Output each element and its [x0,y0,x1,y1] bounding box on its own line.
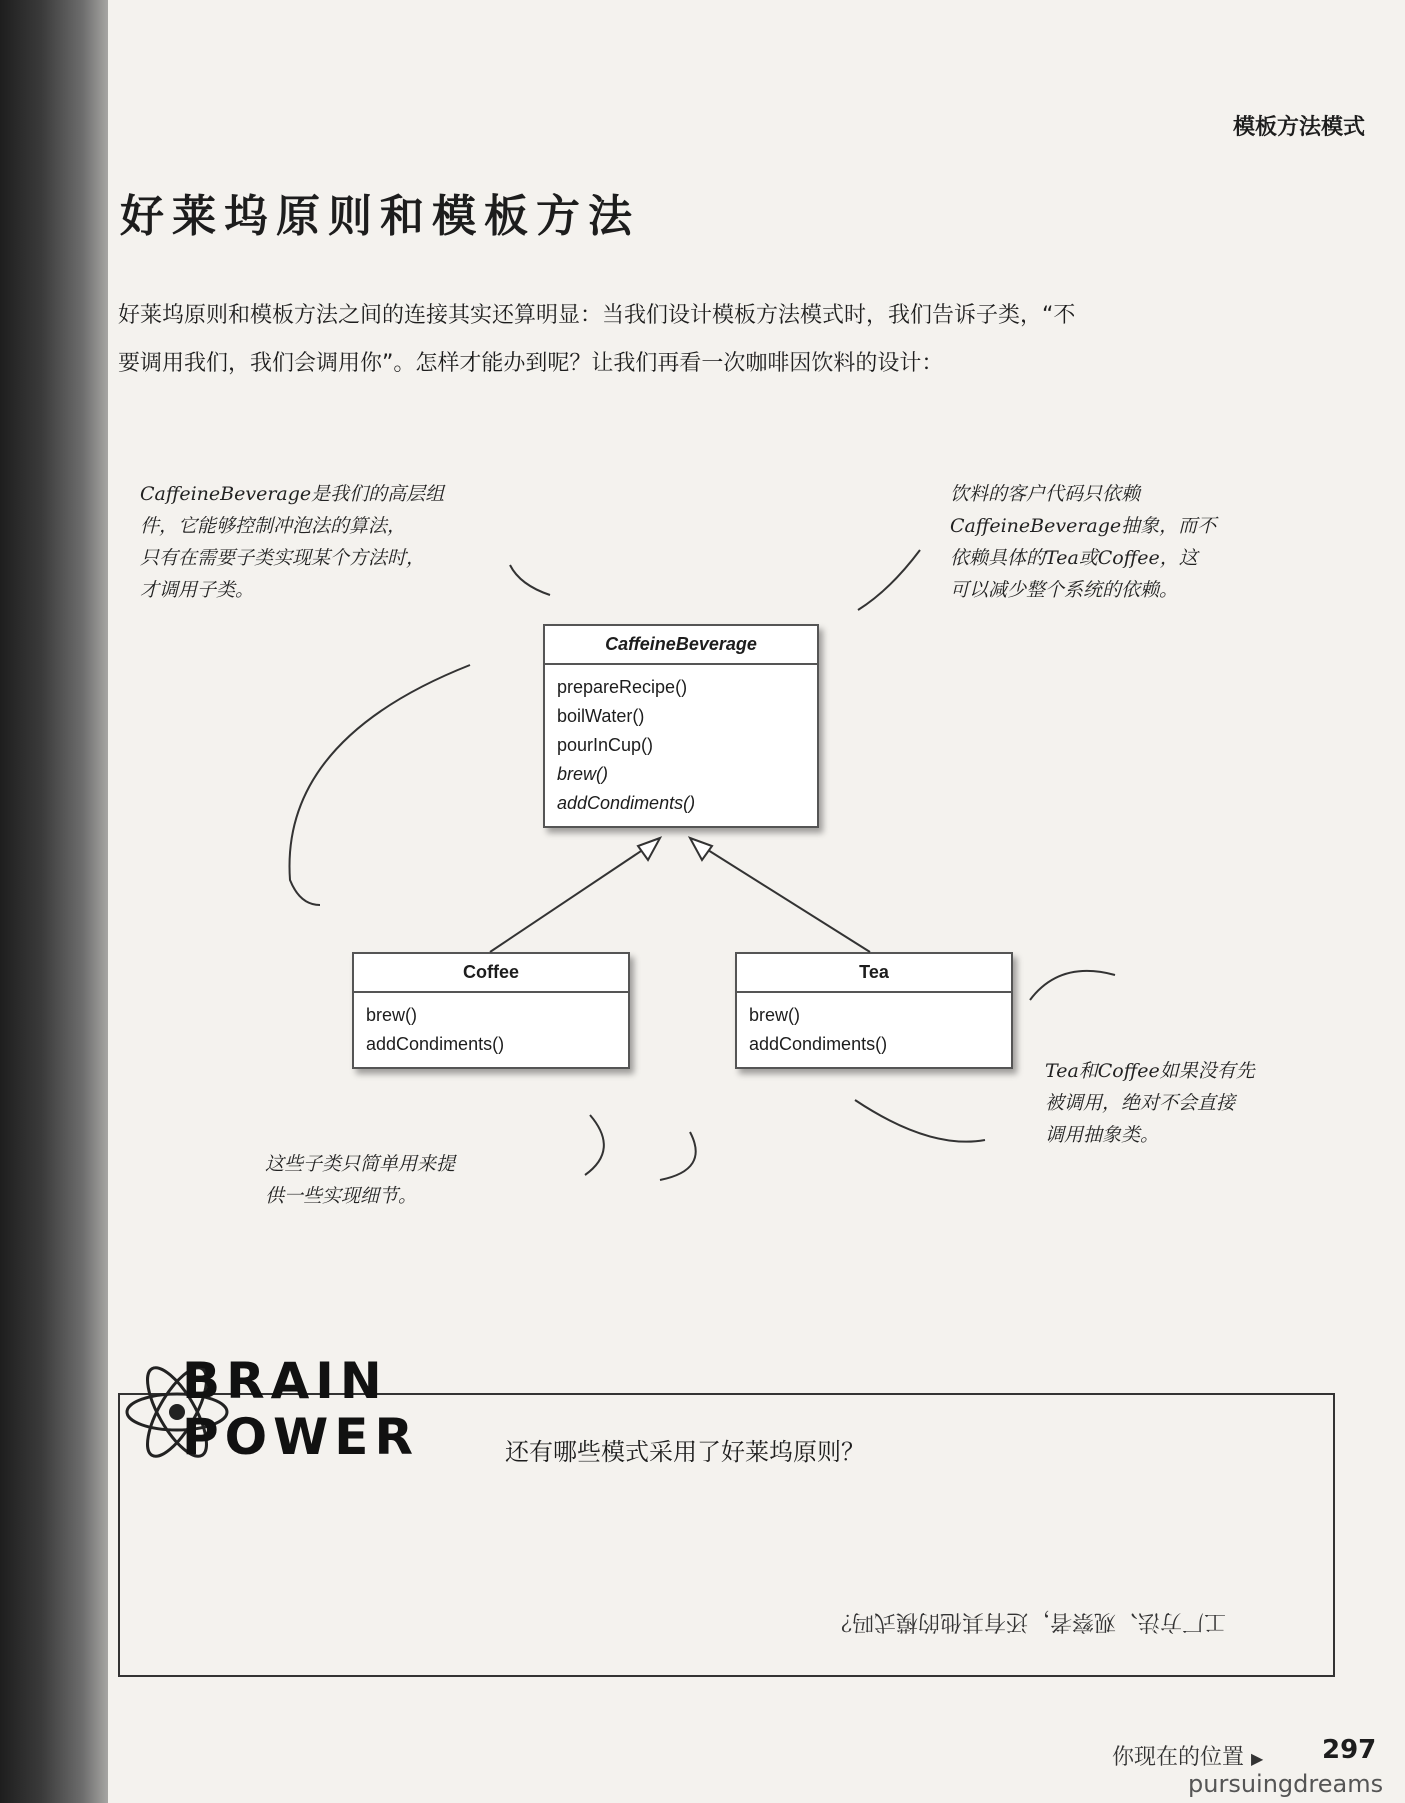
note-line: 才调用子类。 [140,579,255,601]
handwritten-arrow-icon [1030,971,1115,1000]
uml-method: brew() [366,1005,418,1025]
uml-class-name: Tea [737,954,1011,993]
inheritance-arrowhead-coffee [638,838,660,860]
brain-power-word-1: BRAIN [182,1352,388,1410]
section-header: 模板方法模式 [1232,115,1365,140]
uml-method: addCondiments() [366,1034,505,1054]
intro-line-1: 好莱坞原则和模板方法之间的连接其实还算明显：当我们设计模板方法模式时，我们告诉子类，“不 [118,303,1076,328]
handwritten-arrow-icon [290,665,471,905]
handwritten-arrow-icon [855,1100,985,1142]
uml-method: prepareRecipe() [557,677,688,697]
uml-class-name: Coffee [354,954,628,993]
note-line: CaffeineBeverage抽象，而不 [950,515,1217,537]
handwritten-arrow-icon [858,550,920,610]
handwritten-arrow-icon [510,565,550,595]
note-line: 饮料的客户代码只依赖 [950,483,1141,505]
brain-power-question: 还有哪些模式采用了好莱坞原则？ [505,1438,865,1466]
note-line: 被调用，绝对不会直接 [1045,1092,1236,1114]
uml-method: addCondiments() [749,1034,888,1054]
triangle-right-icon: ▶ [1251,1749,1264,1768]
footer-location-text: 你现在的位置 [1112,1745,1245,1770]
handwritten-arrow-icon [585,1115,604,1175]
note-line: 依赖具体的Tea或Coffee，这 [950,547,1198,569]
note-line: 这些子类只简单用来提 [265,1153,456,1175]
brain-power-word-2: POWER [182,1408,419,1466]
inheritance-line-tea [700,845,870,952]
brain-power-logo [122,1352,492,1472]
note-line: 可以减少整个系统的依赖。 [950,579,1179,601]
note-line: CaffeineBeverage是我们的高层组 [140,483,445,505]
page-number: 297 [1322,1735,1377,1765]
uml-abstract-method: brew() [557,764,609,784]
uml-abstract-method: addCondiments() [557,793,696,813]
note-line: 件，它能够控制冲泡法的算法， [140,515,407,537]
note-line: Tea和Coffee如果没有先 [1045,1060,1255,1082]
brain-power-answer: 工厂方法、观察者，还有其他的模式吗？ [830,1609,1227,1634]
footer-location [1112,1740,1263,1771]
intro-line-2: 要调用我们，我们会调用你”。怎样才能办到呢？让我们再看一次咖啡因饮料的设计： [118,351,944,376]
note-line: 只有在需要子类实现某个方法时， [140,547,426,569]
inheritance-line-coffee [490,845,650,952]
uml-method: boilWater() [557,706,645,726]
watermark: pursuingdreams [1188,1770,1384,1798]
uml-class-name: CaffeineBeverage [545,626,817,665]
handwritten-arrow-icon [660,1132,696,1180]
note-line: 调用抽象类。 [1045,1124,1160,1146]
uml-method: brew() [749,1005,801,1025]
note-line: 供一些实现细节。 [265,1185,418,1207]
inheritance-arrowhead-tea [690,838,712,860]
uml-method: pourInCup() [557,735,654,755]
page-title: 好莱坞原则和模板方法 [120,191,640,242]
